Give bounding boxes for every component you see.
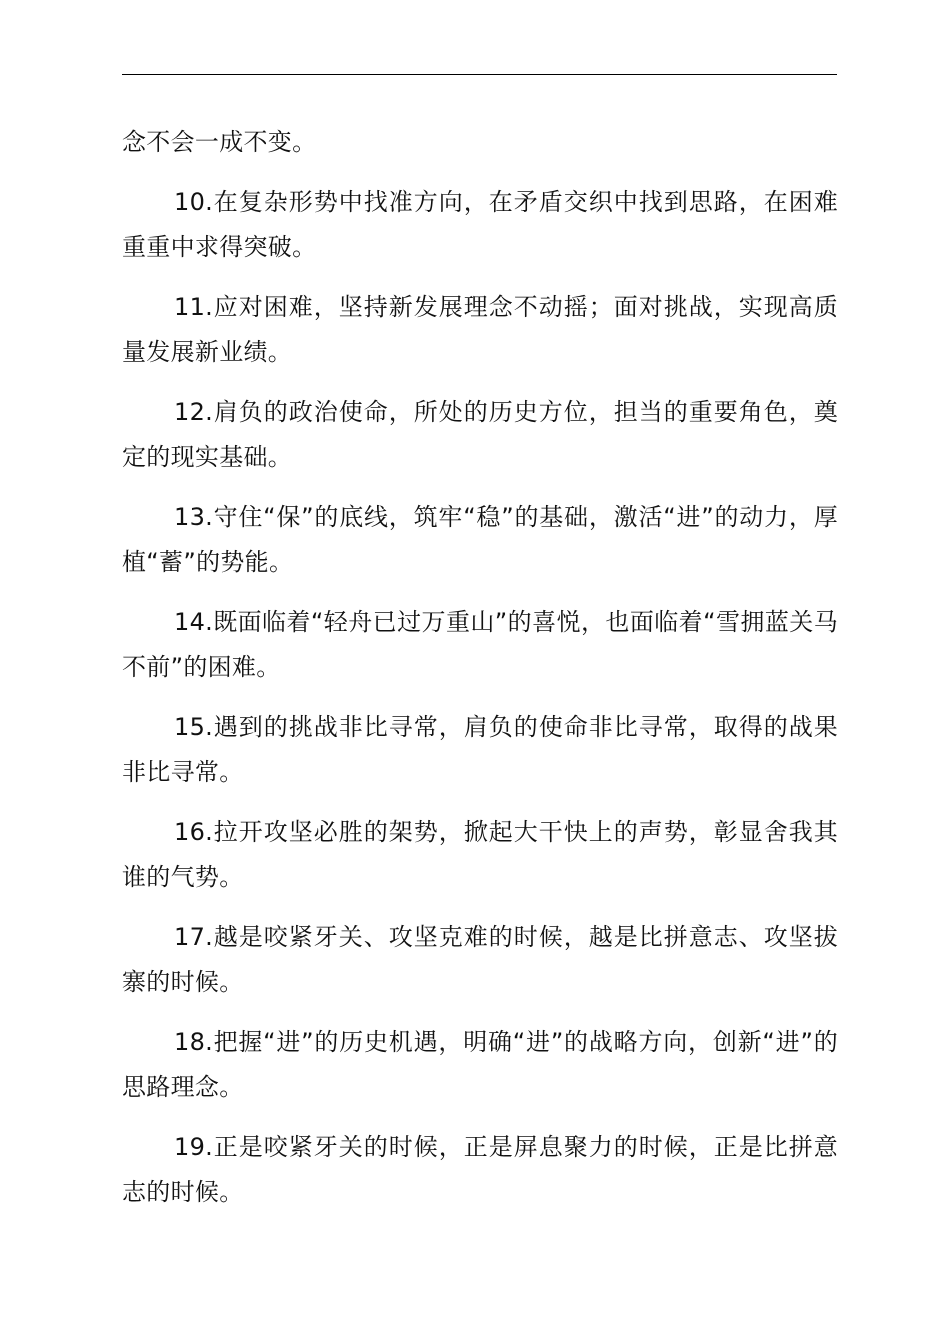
paragraph-continuation: 念不会一成不变。 [122,128,317,156]
paragraph-item-12: 12.肩负的政治使命，所处的历史方位，担当的重要角色，奠定的现实基础。 [122,398,838,471]
paragraph-item-18: 18.把握“进”的历史机遇，明确“进”的战略方向，创新“进”的思路理念。 [122,1028,838,1101]
header-rule [122,74,837,75]
paragraph-item-17: 17.越是咬紧牙关、攻坚克难的时候，越是比拼意志、攻坚拔寨的时候。 [122,923,838,996]
paragraph-item-10: 10.在复杂形势中找准方向，在矛盾交织中找到思路，在困难重重中求得突破。 [122,188,838,261]
paragraph-item-11: 11.应对困难，坚持新发展理念不动摇；面对挑战，实现高质量发展新业绩。 [122,293,838,366]
paragraph-item-13: 13.守住“保”的底线，筑牢“稳”的基础，激活“进”的动力，厚植“蓄”的势能。 [122,503,838,576]
document-body [122,120,838,1230]
paragraph-item-19: 19.正是咬紧牙关的时候，正是屏息聚力的时候，正是比拼意志的时候。 [122,1133,838,1206]
paragraph-item-16: 16.拉开攻坚必胜的架势，掀起大干快上的声势，彰显舍我其谁的气势。 [122,818,838,891]
paragraph-item-15: 15.遇到的挑战非比寻常，肩负的使命非比寻常，取得的战果非比寻常。 [122,713,838,786]
paragraph-item-14: 14.既面临着“轻舟已过万重山”的喜悦，也面临着“雪拥蓝关马不前”的困难。 [122,608,838,681]
